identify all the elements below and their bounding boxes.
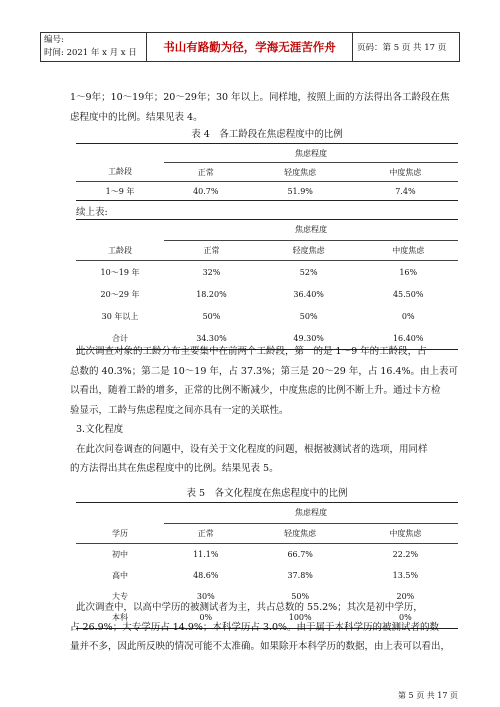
table4b-row-header: 工龄段 [76,240,164,261]
row-label: 10～19 年 [100,267,140,277]
cell: 51.9% [248,182,353,201]
cell: 30% [196,592,215,601]
paragraph-line: 在此次问卷调查的问题中，设有关于文化程度的问题，根据被测试者的选项，用同样 [76,443,428,455]
header-motto: 书山有路勤为径，学海无涯苦作舟 [147,33,353,61]
cell: 37.8% [287,571,313,580]
table4-continued [76,219,458,350]
table-row [76,182,458,201]
cell: 45.50% [392,289,424,299]
cell: 49.30% [259,327,359,350]
table4-caption: 表 4 各工龄段在焦虑程度中的比例 [191,129,343,140]
number-label: 编号: [44,35,64,45]
table5-col-header: 正常 [164,523,248,544]
cell: 13.5% [392,571,419,580]
row-label: 30 年以上 [101,311,139,321]
cell: 48.6% [193,571,219,580]
cell: 0% [164,607,248,629]
table-row [76,283,458,305]
table4-col-header: 正常 [164,163,248,182]
page-header [40,32,460,62]
cell: 50% [299,311,318,321]
table4-row-header: 工龄段 [76,163,164,182]
table4 [76,143,458,201]
page-footer: 第 5 页 共 17 页 [398,691,458,700]
paragraph-line: 以看出，随着工龄的增多，正常的比例不断减少，中度焦虑的比例不断上升。通过卡方检 [70,385,441,396]
paragraph-line: 此次调查对象的工龄分布主要集中在前两个工龄段，第一的是 1～9 年的工龄段，占 [76,346,427,357]
section-heading: 3.文化程度 [76,424,124,435]
cell: 50% [202,311,221,321]
cell: 0% [353,607,458,629]
header-page-info: 页码：第 5 页 共 17 页 [357,43,447,53]
table4-col-header: 轻度焦虑 [248,163,353,182]
table5-row-header: 学历 [76,523,164,544]
table4-col-header: 中度焦虑 [353,163,458,182]
paragraph-line: 占 26.9%；大专学历占 14.9%；本科学历占 3.0%。由于属于本科学历的被测试者的数 [70,621,440,633]
time-label: 时间: 2021 年 x 月 x 日 [44,48,137,58]
table4b-col-header: 中度焦虑 [358,240,458,261]
table5-col-header: 中度焦虑 [353,523,458,544]
paragraph-line: 总数的 40.3%；第二是 10～19 年，占 37.3%；第三是 20～29 年，占 16.4%。由上表可 [70,365,459,377]
cell: 52% [299,267,318,277]
cell: 22.2% [392,550,419,559]
paragraph-line: 的方法得出其在焦虑程度中的比例。结果见表 5。 [70,463,279,474]
continued-label: 续上表: [76,207,108,218]
table4-group-header: 焦虑程度 [164,144,458,163]
table5-col-header: 轻度焦虑 [248,523,353,544]
table4b-group-header: 焦虑程度 [164,220,458,241]
cell: 40.7% [164,182,248,201]
analysis-paragraph-2 [70,598,458,657]
table5-group-header: 焦虑程度 [164,503,458,524]
table-row [76,261,458,284]
table4b-col-header: 正常 [164,240,259,261]
table-row [76,544,458,566]
paragraph-line: 验显示，工龄与焦虑程度之间亦具有一定的关联性。 [70,404,289,416]
cell: 16.40% [358,327,458,350]
intro-paragraph [70,88,458,127]
header-meta [41,33,147,61]
cell: 34.30% [164,327,259,350]
cell: 18.20% [196,289,227,299]
intro-line-2: 虑程度中的比例。结果见表 4。 [70,111,203,123]
cell: 36.40% [293,289,324,299]
cell: 32% [202,267,221,277]
table4b-col-header: 轻度焦虑 [259,240,359,261]
table-row [76,305,458,327]
cell: 7.4% [353,182,458,201]
table-row [76,565,458,586]
row-label: 20～29 年 [100,289,140,299]
row-label: 本科 [76,607,164,629]
analysis-paragraph-1 [70,342,459,420]
row-label: 大专 [112,592,128,601]
intro-line-1: 1～9年；10～19年；20～29年；30 年以上。同样地，按照上面的方法得出各工龄段在焦 [70,92,450,103]
cell: 11.1% [193,550,219,559]
row-label: 初中 [112,550,128,559]
cell: 16% [399,267,418,277]
cell: 100% [248,607,353,629]
row-label: 1～9 年 [76,182,164,201]
paragraph-line: 量并不多，因此所反映的情况可能不太准确。如果除开本科学历的数据，由上表可以看出， [70,641,451,652]
cell: 0% [401,311,415,321]
cell: 20% [396,592,415,601]
cell: 50% [291,592,310,601]
table5-caption: 表 5 各文化程度在焦虑程度中的比例 [186,488,348,499]
section-3 [70,420,458,479]
row-label: 合计 [76,327,164,350]
cell: 66.7% [287,550,313,559]
row-label: 高中 [112,571,128,580]
paragraph-line: 此次调查中，以高中学历的被测试者为主，共占总数的 55.2%；其次是初中学历， [76,602,423,613]
